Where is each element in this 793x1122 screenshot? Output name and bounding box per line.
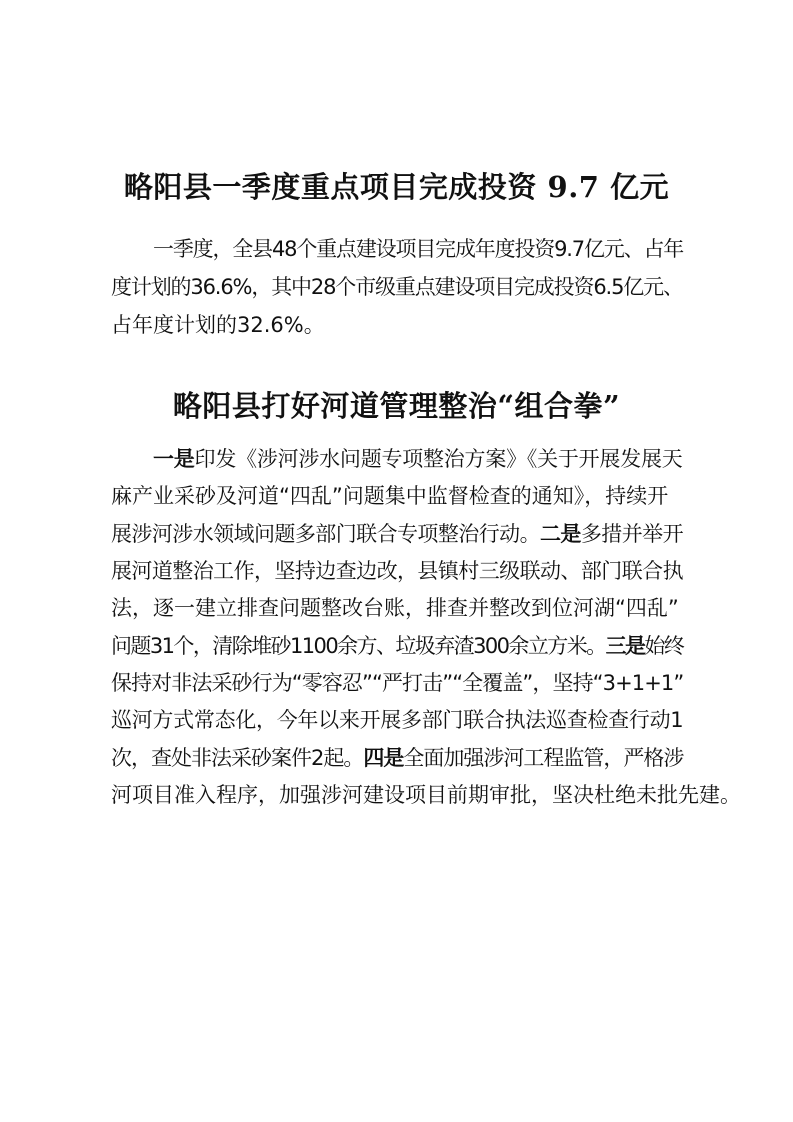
- text-run: 巡河方式常态化，今年以来开展多部门联合执法巡查检查行动1: [111, 708, 684, 732]
- article-2-line: [111, 777, 741, 814]
- article-2-title: 略阳县打好河道管理整治“组合拳”: [172, 389, 621, 424]
- text-run: 保持对非法采砂行为“零容忍”“严打击”“全覆盖”，坚持“3+1+1”: [111, 671, 684, 695]
- text-run: 全面加强涉河工程监管，严格涉: [403, 746, 684, 770]
- lead-phrase-third: 三是: [605, 633, 645, 658]
- text-run: 麻产业采砂及河道“四乱”问题集中监督检查的通知》，持续开: [111, 484, 669, 508]
- text-run: 法，逐一建立排查问题整改台账，排查并整改到位河湖“四乱”: [111, 596, 679, 620]
- article-2-line: [111, 478, 683, 515]
- article-2-line: [111, 665, 683, 702]
- text-run: 次，查处非法采砂案件2起。: [111, 746, 364, 770]
- article-2-line: [111, 553, 683, 590]
- article-2-line: [111, 627, 683, 665]
- text-run: 展河道整治工作，坚持边查边改，县镇村三级联动、部门联合执: [111, 559, 683, 583]
- text-run: 展涉河涉水领域问题多部门联合专项整治行动。: [111, 522, 540, 546]
- article-1-line-1: 一季度，全县48个重点建设项目完成年度投资9.7亿元、占年: [153, 237, 684, 261]
- text-run: 始终: [644, 634, 684, 658]
- text-run: 问题31个，清除堆砂1100余方、垃圾弃渣300余立方米。: [111, 634, 606, 658]
- article-2-line: [111, 590, 683, 627]
- article-2-body: [111, 440, 741, 814]
- article-1-line-2: 度计划的36.6%，其中28个市级重点建设项目完成投资6.5亿元、: [111, 275, 683, 299]
- article-1-line-3: 占年度计划的32.6%。: [111, 313, 325, 337]
- article-2-line: [111, 440, 683, 478]
- lead-phrase-second: 二是: [540, 521, 581, 546]
- article-1-title: 略阳县一季度重点项目完成投资 9.7 亿元: [123, 170, 670, 205]
- article-2-line: [111, 702, 683, 739]
- article-2-line: [111, 739, 683, 777]
- text-run: 河项目准入程序，加强涉河建设项目前期审批，坚决杜绝未批先建。: [111, 783, 741, 807]
- text-run: 多措并举开: [580, 522, 684, 546]
- article-1-body: [111, 230, 683, 344]
- lead-phrase-fourth: 四是: [363, 745, 404, 770]
- lead-phrase-first: 一是: [153, 446, 195, 471]
- text-run: 印发《涉河涉水问题专项整治方案》《关于开展发展天: [194, 447, 683, 471]
- article-2-line: [111, 515, 683, 553]
